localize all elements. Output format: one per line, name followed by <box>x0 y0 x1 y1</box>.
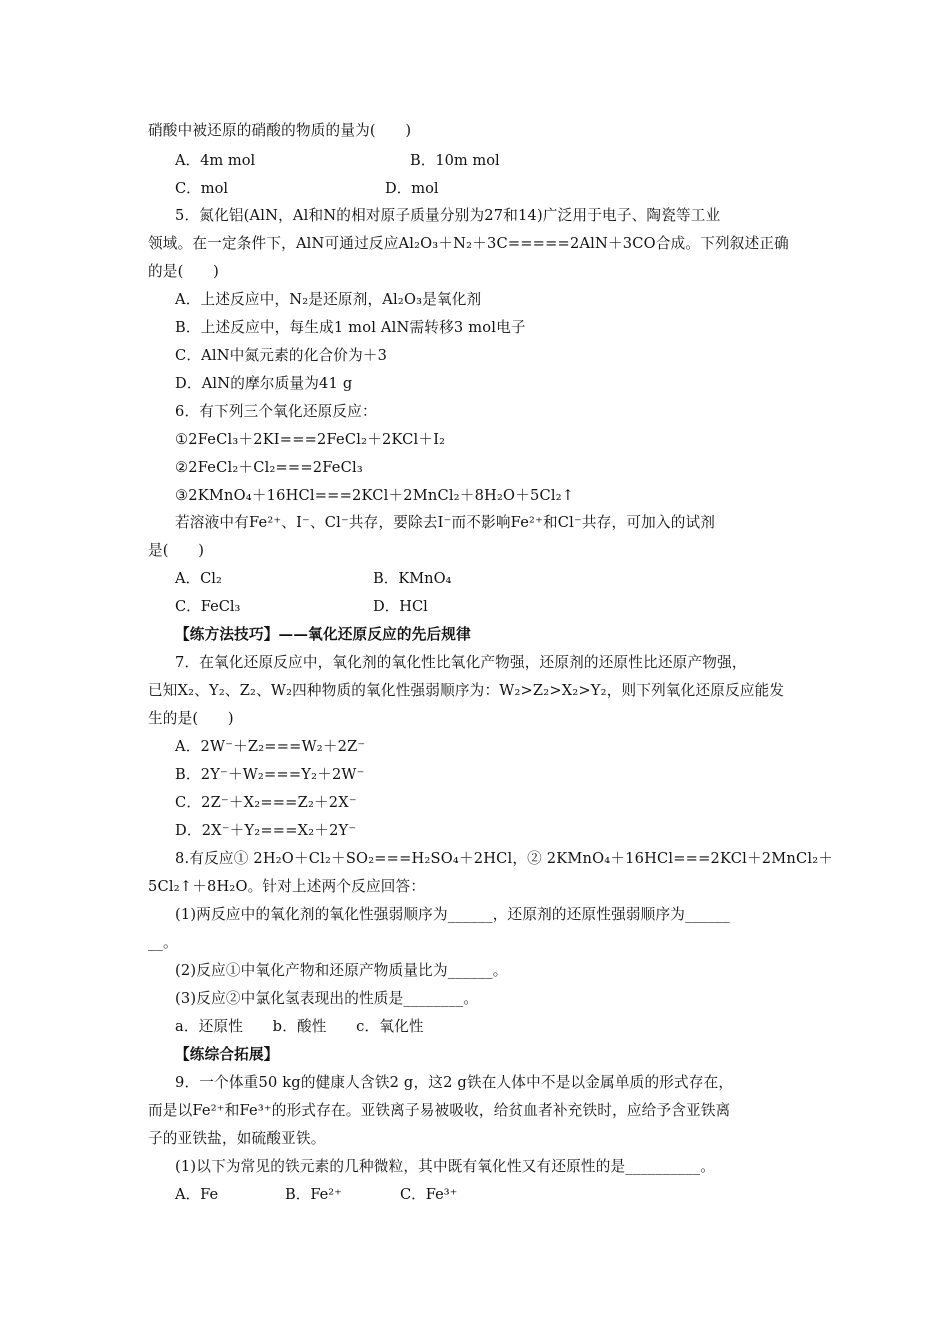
option-row <box>175 597 428 617</box>
question-6-stem: 若溶液中有Fe²⁺、I⁻、Cl⁻共存，要除去I⁻而不影响Fe²⁺和Cl⁻共存，可加入的试剂 <box>175 514 716 531</box>
option-a: A．Cl₂ <box>175 570 222 587</box>
option-c: C．2Z⁻＋X₂===Z₂＋2X⁻ <box>175 794 357 811</box>
option-d: D．mol <box>385 180 439 197</box>
option-row <box>175 179 439 199</box>
option-c: C．AlN中氮元素的化合价为＋3 <box>175 347 388 364</box>
question-5-stem: 的是( ) <box>148 263 219 280</box>
option-b: B．2Y⁻＋W₂===Y₂＋2W⁻ <box>175 766 365 783</box>
option-b: B．上述反应中，每生成1 mol AlN需转移3 mol电子 <box>175 319 526 336</box>
question-8-stem: 8.有反应① 2H₂O＋Cl₂＋SO₂===H₂SO₄＋2HCl，② 2KMnO₄＋16HCl===2KCl＋2MnCl₂＋ <box>175 850 834 867</box>
option-row <box>175 1185 458 1205</box>
sub-question-1-cont: __。 <box>148 934 178 951</box>
option-b: B．KMnO₄ <box>373 570 452 587</box>
option-d: D．AlN的摩尔质量为41 g <box>175 375 353 392</box>
option-a: A．上述反应中，N₂是还原剂，Al₂O₃是氧化剂 <box>175 291 482 308</box>
option-a: A．4m mol <box>175 152 256 169</box>
option-d: D．HCl <box>373 598 428 615</box>
section-heading: 【练综合拓展】 <box>175 1046 279 1063</box>
option-a: A．2W⁻＋Z₂===W₂＋2Z⁻ <box>175 738 366 755</box>
question-6-stem: 6．有下列三个氧化还原反应： <box>175 403 377 420</box>
option-c: C．Fe³⁺ <box>400 1186 458 1203</box>
sub-question-2: (2)反应①中氧化产物和还原产物质量比为______。 <box>175 962 508 979</box>
sub-question-3: (3)反应②中氯化氢表现出的性质是________。 <box>175 990 479 1007</box>
question-6-stem: 是( ) <box>148 542 205 559</box>
option-d: D．2X⁻＋Y₂===X₂＋2Y⁻ <box>175 822 357 839</box>
question-7-stem: 生的是( ) <box>148 710 234 727</box>
question-9-stem: 而是以Fe²⁺和Fe³⁺的形式存在。亚铁离子易被吸收，给贫血者补充铁时，应给予含亚铁离 <box>148 1102 731 1119</box>
reaction-1: ①2FeCl₃＋2KI===2FeCl₂＋2KCl＋I₂ <box>175 431 446 448</box>
sub-question-3-options: a．还原性 b．酸性 c．氧化性 <box>175 1018 424 1035</box>
option-row <box>175 151 500 171</box>
sub-question-1: (1)两反应中的氧化剂的氧化性强弱顺序为______，还原剂的还原性强弱顺序为______ <box>175 906 731 923</box>
option-c: C．FeCl₃ <box>175 598 241 615</box>
question-8-stem: 5Cl₂↑＋8H₂O。针对上述两个反应回答： <box>148 878 426 895</box>
text-line: 硝酸中被还原的硝酸的物质的量为( ) <box>148 122 412 139</box>
question-9-stem: 子的亚铁盐，如硫酸亚铁。 <box>148 1130 326 1147</box>
question-9-stem: 9．一个体重50 kg的健康人含铁2 g，这2 g铁在人体中不是以金属单质的形式存在， <box>175 1074 734 1091</box>
option-row <box>175 569 452 589</box>
reaction-3: ③2KMnO₄＋16HCl===2KCl＋2MnCl₂＋8H₂O＋5Cl₂↑ <box>175 487 575 504</box>
question-7-stem: 已知X₂、Y₂、Z₂、W₂四种物质的氧化性强弱顺序为：W₂>Z₂>X₂>Y₂，则下列氧化还原反应能发 <box>148 682 785 699</box>
option-c: C．mol <box>175 180 229 197</box>
reaction-2: ②2FeCl₂＋Cl₂===2FeCl₃ <box>175 459 363 476</box>
question-5-stem: 领域。在一定条件下，AlN可通过反应Al₂O₃＋N₂＋3C=====2AlN＋3CO合成。下列叙述正确 <box>148 235 789 252</box>
sub-question-1: (1)以下为常见的铁元素的几种微粒，其中既有氧化性又有还原性的是__________。 <box>175 1158 716 1175</box>
option-a: A．Fe <box>175 1186 219 1203</box>
option-b: B．10m mol <box>410 152 500 169</box>
section-heading: 【练方法技巧】——氧化还原反应的先后规律 <box>175 626 471 643</box>
option-b: B．Fe²⁺ <box>285 1186 342 1203</box>
question-7-stem: 7．在氧化还原反应中，氧化剂的氧化性比氧化产物强，还原剂的还原性比还原产物强， <box>175 654 747 671</box>
question-5-stem: 5．氮化铝(AlN，Al和N的相对原子质量分别为27和14)广泛用于电子、陶瓷等工业 <box>175 207 721 224</box>
